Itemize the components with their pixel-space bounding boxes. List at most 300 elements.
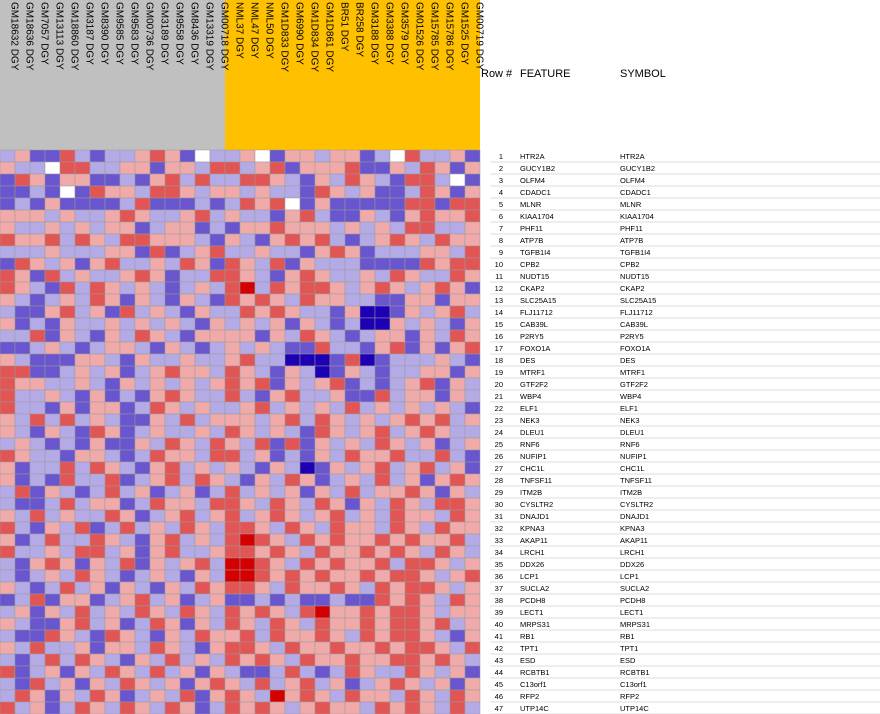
column-label: GM3388 DGY	[383, 2, 395, 65]
heatmap-cell	[345, 582, 360, 594]
heatmap-cell	[300, 690, 315, 702]
heatmap-cell	[330, 618, 345, 630]
heatmap-cell	[390, 342, 405, 354]
heatmap-cell	[330, 462, 345, 474]
heatmap-cell	[75, 594, 90, 606]
heatmap-cell	[330, 642, 345, 654]
row-number: 1	[498, 152, 503, 161]
heatmap-cell	[210, 366, 225, 378]
heatmap-cell	[0, 642, 15, 654]
heatmap-cell	[75, 486, 90, 498]
heatmap-cell	[195, 450, 210, 462]
heatmap-cell	[0, 258, 15, 270]
heatmap-cell	[150, 474, 165, 486]
heatmap-cell	[90, 498, 105, 510]
heatmap-cell	[420, 342, 435, 354]
heatmap-cell	[450, 534, 465, 546]
heatmap-cell	[120, 678, 135, 690]
heatmap-cell	[45, 558, 60, 570]
heatmap-cell	[420, 486, 435, 498]
row-symbol: LRCH1	[620, 548, 645, 557]
heatmap-cell	[0, 402, 15, 414]
column-label: GM7057 DGY	[38, 2, 50, 65]
heatmap-cell	[345, 162, 360, 174]
heatmap-cell	[150, 594, 165, 606]
heatmap-cell	[435, 390, 450, 402]
heatmap-cell	[210, 558, 225, 570]
heatmap-cell	[150, 498, 165, 510]
heatmap-cell	[330, 318, 345, 330]
heatmap-cell	[120, 438, 135, 450]
row-symbol: C13orf1	[620, 680, 647, 689]
heatmap-cell	[105, 690, 120, 702]
column-label: GM6990 DGY	[293, 2, 305, 65]
heatmap-cell	[345, 618, 360, 630]
heatmap-cell	[255, 330, 270, 342]
heatmap-cell	[435, 258, 450, 270]
column-label: GM8390 DGY	[98, 2, 110, 65]
heatmap-cell	[285, 498, 300, 510]
heatmap-cell	[240, 258, 255, 270]
heatmap-cell	[75, 546, 90, 558]
row-feature: SLC25A15	[520, 296, 557, 305]
heatmap-cell	[450, 582, 465, 594]
heatmap-cell	[75, 294, 90, 306]
row-feature: WBP4	[520, 392, 542, 401]
heatmap-cell	[120, 594, 135, 606]
heatmap-cell	[345, 678, 360, 690]
heatmap-cell	[15, 594, 30, 606]
row-number: 10	[494, 260, 503, 269]
heatmap-cell	[15, 606, 30, 618]
heatmap-cell	[60, 522, 75, 534]
heatmap-cell	[105, 318, 120, 330]
heatmap-cell	[225, 210, 240, 222]
heatmap-cell	[435, 402, 450, 414]
heatmap-cell	[195, 582, 210, 594]
heatmap-cell	[105, 558, 120, 570]
heatmap-cell	[330, 510, 345, 522]
heatmap-cell	[120, 642, 135, 654]
heatmap-cell	[390, 594, 405, 606]
heatmap-cell	[345, 654, 360, 666]
row-number: 26	[494, 452, 503, 461]
heatmap-cell	[30, 690, 45, 702]
heatmap-cell	[60, 438, 75, 450]
heatmap-cell	[405, 162, 420, 174]
column-label: GM8436 DGY	[188, 2, 200, 65]
heatmap-cell	[225, 306, 240, 318]
heatmap-cell	[120, 666, 135, 678]
heatmap-cell	[45, 522, 60, 534]
row-number: 27	[494, 464, 503, 473]
heatmap-cell	[330, 222, 345, 234]
heatmap-cell	[330, 522, 345, 534]
heatmap-cell	[435, 546, 450, 558]
heatmap-cell	[60, 510, 75, 522]
heatmap-cell	[435, 558, 450, 570]
heatmap-cell	[180, 618, 195, 630]
heatmap-cell	[180, 270, 195, 282]
heatmap-cell	[360, 402, 375, 414]
row-feature: RFP2	[520, 692, 540, 701]
heatmap-cell	[270, 366, 285, 378]
heatmap-cell	[300, 186, 315, 198]
heatmap-cell	[255, 390, 270, 402]
row-feature: RB1	[520, 632, 535, 641]
heatmap-cell	[210, 486, 225, 498]
heatmap-cell	[465, 594, 480, 606]
heatmap-cell	[45, 450, 60, 462]
heatmap-cell	[330, 438, 345, 450]
heatmap-cell	[390, 234, 405, 246]
heatmap-cell	[345, 330, 360, 342]
heatmap-cell	[75, 654, 90, 666]
heatmap-cell	[255, 150, 270, 162]
heatmap-cell	[135, 558, 150, 570]
heatmap-cell	[60, 702, 75, 714]
heatmap-cell	[225, 582, 240, 594]
heatmap-cell	[210, 390, 225, 402]
heatmap-cell	[105, 630, 120, 642]
heatmap-cell	[450, 186, 465, 198]
heatmap-cell	[210, 246, 225, 258]
heatmap-cell	[195, 234, 210, 246]
heatmap-cell	[0, 702, 15, 714]
heatmap-cell	[270, 210, 285, 222]
heatmap-cell	[165, 666, 180, 678]
heatmap-cell	[75, 342, 90, 354]
heatmap-cell	[405, 510, 420, 522]
heatmap-cell	[30, 702, 45, 714]
heatmap-cell	[240, 534, 255, 546]
heatmap-cell	[330, 474, 345, 486]
heatmap-cell	[225, 438, 240, 450]
heatmap-cell	[150, 270, 165, 282]
heatmap-cell	[0, 498, 15, 510]
heatmap-cell	[345, 246, 360, 258]
heatmap-cell	[195, 522, 210, 534]
heatmap-cell	[360, 258, 375, 270]
heatmap-cell	[165, 558, 180, 570]
heatmap-cell	[60, 198, 75, 210]
heatmap-cell	[465, 642, 480, 654]
heatmap-cell	[285, 582, 300, 594]
heatmap-cell	[300, 198, 315, 210]
heatmap-cell	[30, 618, 45, 630]
heatmap-cell	[210, 282, 225, 294]
heatmap-cell	[360, 546, 375, 558]
heatmap-cell	[450, 174, 465, 186]
heatmap-cell	[465, 366, 480, 378]
heatmap-cell	[315, 222, 330, 234]
heatmap-cell	[255, 414, 270, 426]
heatmap-cell	[405, 450, 420, 462]
heatmap-cell	[90, 414, 105, 426]
heatmap-cell	[255, 438, 270, 450]
heatmap-cell	[255, 498, 270, 510]
column-label: GM3579 DGY	[398, 2, 410, 65]
heatmap-cell	[0, 606, 15, 618]
heatmap-cell	[285, 306, 300, 318]
heatmap-cell	[195, 342, 210, 354]
heatmap-cell	[0, 234, 15, 246]
heatmap-cell	[270, 594, 285, 606]
heatmap-cell	[300, 282, 315, 294]
row-feature: DNAJD1	[520, 512, 550, 521]
heatmap-cell	[345, 354, 360, 366]
heatmap-cell	[465, 450, 480, 462]
heatmap-cell	[195, 558, 210, 570]
heatmap-cell	[120, 222, 135, 234]
heatmap-cell	[135, 678, 150, 690]
heatmap-cell	[150, 618, 165, 630]
heatmap-cell	[405, 426, 420, 438]
heatmap-cell	[30, 594, 45, 606]
heatmap-cell	[360, 558, 375, 570]
heatmap-cell	[450, 210, 465, 222]
column-label: GM13319 DGY	[203, 2, 215, 71]
heatmap-cell	[105, 330, 120, 342]
heatmap-cell	[450, 486, 465, 498]
heatmap-cell	[465, 462, 480, 474]
heatmap-cell	[210, 198, 225, 210]
heatmap-cell	[195, 438, 210, 450]
heatmap-cell	[90, 222, 105, 234]
heatmap-cell	[330, 666, 345, 678]
heatmap-cell	[465, 558, 480, 570]
column-label: GM00718 DGY	[218, 2, 230, 71]
heatmap-cell	[45, 222, 60, 234]
heatmap-cell	[315, 198, 330, 210]
heatmap-cell	[15, 618, 30, 630]
heatmap-cell	[15, 342, 30, 354]
heatmap-cell	[0, 450, 15, 462]
heatmap-cell	[0, 522, 15, 534]
heatmap-cell	[420, 390, 435, 402]
row-feature: UTP14C	[520, 704, 549, 713]
heatmap-cell	[270, 198, 285, 210]
heatmap-cell	[270, 402, 285, 414]
row-symbol: RB1	[620, 632, 635, 641]
heatmap-cell	[390, 642, 405, 654]
heatmap-cell	[330, 270, 345, 282]
heatmap-cell	[315, 606, 330, 618]
heatmap-cell	[270, 150, 285, 162]
heatmap-cell	[45, 390, 60, 402]
heatmap-cell	[345, 630, 360, 642]
column-label: NML47 DGY	[248, 2, 260, 59]
row-feature: FLJ11712	[520, 308, 553, 317]
heatmap-cell	[405, 210, 420, 222]
heatmap-cell	[390, 534, 405, 546]
heatmap-cell	[135, 174, 150, 186]
heatmap-cell	[330, 546, 345, 558]
heatmap-cell	[300, 450, 315, 462]
heatmap-cell	[435, 174, 450, 186]
heatmap-cell	[300, 426, 315, 438]
heatmap-cell	[165, 630, 180, 642]
heatmap-cell	[75, 198, 90, 210]
heatmap-cell	[45, 486, 60, 498]
heatmap-cell	[450, 294, 465, 306]
row-symbol: RCBTB1	[620, 668, 650, 677]
heatmap-cell	[0, 270, 15, 282]
heatmap-cell	[120, 198, 135, 210]
row-feature: DLEU1	[520, 428, 545, 437]
heatmap-cell	[105, 198, 120, 210]
heatmap-cell	[360, 654, 375, 666]
heatmap-cell	[75, 510, 90, 522]
heatmap-cell	[45, 678, 60, 690]
column-label: GM3188 DGY	[368, 2, 380, 65]
heatmap-cell	[45, 318, 60, 330]
heatmap-cell	[255, 234, 270, 246]
heatmap-cell	[270, 318, 285, 330]
heatmap-cell	[135, 390, 150, 402]
heatmap-cell	[420, 414, 435, 426]
heatmap-cell	[240, 234, 255, 246]
heatmap-cell	[285, 222, 300, 234]
row-number: 30	[494, 500, 503, 509]
heatmap-cell	[90, 210, 105, 222]
heatmap-cell	[105, 654, 120, 666]
heatmap-cell	[240, 282, 255, 294]
heatmap-cell	[270, 498, 285, 510]
heatmap-cell	[60, 246, 75, 258]
heatmap-cell	[435, 246, 450, 258]
heatmap-cell	[405, 438, 420, 450]
row-feature: SUCLA2	[520, 584, 550, 593]
heatmap-cell	[60, 294, 75, 306]
heatmap-cell	[390, 606, 405, 618]
heatmap-cell	[225, 702, 240, 714]
heatmap-cell	[405, 654, 420, 666]
heatmap-cell	[240, 618, 255, 630]
heatmap-cell	[225, 642, 240, 654]
heatmap-cell	[0, 210, 15, 222]
heatmap-cell	[165, 414, 180, 426]
heatmap-cell	[255, 570, 270, 582]
heatmap-cell	[300, 462, 315, 474]
heatmap-cell	[30, 438, 45, 450]
heatmap-cell	[390, 294, 405, 306]
heatmap-cell	[165, 366, 180, 378]
heatmap-cell	[435, 294, 450, 306]
heatmap-cell	[285, 690, 300, 702]
heatmap-cell	[465, 258, 480, 270]
heatmap-cell	[300, 390, 315, 402]
row-symbol: RNF6	[620, 440, 640, 449]
heatmap-cell	[195, 222, 210, 234]
heatmap-cell	[165, 462, 180, 474]
row-symbol: PHF11	[620, 224, 643, 233]
heatmap-cell	[60, 498, 75, 510]
heatmap-cell	[270, 630, 285, 642]
heatmap-cell	[390, 330, 405, 342]
heatmap-cell	[285, 414, 300, 426]
heatmap-cell	[15, 306, 30, 318]
heatmap-cell	[255, 618, 270, 630]
heatmap-cell	[150, 450, 165, 462]
heatmap-cell	[180, 594, 195, 606]
heatmap-cell	[435, 222, 450, 234]
heatmap-cell	[150, 414, 165, 426]
heatmap-cell	[225, 666, 240, 678]
heatmap-cell	[345, 570, 360, 582]
heatmap-cell	[300, 234, 315, 246]
heatmap-cell	[450, 282, 465, 294]
row-symbol: CAB39L	[620, 320, 648, 329]
heatmap-cell	[60, 450, 75, 462]
row-feature: P2RY5	[520, 332, 544, 341]
row-symbol: MLNR	[620, 200, 642, 209]
row-feature: PHF11	[520, 224, 543, 233]
heatmap-cell	[330, 534, 345, 546]
row-symbol: CPB2	[620, 260, 640, 269]
heatmap-cell	[465, 174, 480, 186]
heatmap-cell	[315, 366, 330, 378]
heatmap-cell	[465, 702, 480, 714]
heatmap-cell	[225, 522, 240, 534]
heatmap-cell	[300, 498, 315, 510]
heatmap-cell	[375, 690, 390, 702]
heatmap-cell	[360, 582, 375, 594]
heatmap-cell	[75, 234, 90, 246]
row-number: 40	[494, 620, 503, 629]
heatmap-cell	[165, 246, 180, 258]
heatmap-cell	[15, 702, 30, 714]
heatmap-cell	[45, 210, 60, 222]
heatmap-cell	[90, 174, 105, 186]
heatmap-cell	[285, 450, 300, 462]
heatmap-cell	[315, 258, 330, 270]
heatmap-cell	[120, 294, 135, 306]
heatmap-cell	[285, 474, 300, 486]
heatmap-cell	[405, 390, 420, 402]
heatmap-cell	[360, 306, 375, 318]
heatmap-cell	[345, 342, 360, 354]
heatmap-cell	[195, 690, 210, 702]
row-feature: LRCH1	[520, 548, 545, 557]
heatmap-cell	[90, 654, 105, 666]
heatmap-cell	[450, 510, 465, 522]
heatmap-cell	[30, 534, 45, 546]
heatmap-cell	[285, 522, 300, 534]
heatmap-cell	[30, 558, 45, 570]
heatmap-cell	[315, 522, 330, 534]
heatmap-cell	[90, 462, 105, 474]
heatmap-cell	[75, 426, 90, 438]
heatmap-cell	[390, 474, 405, 486]
heatmap-cell	[360, 642, 375, 654]
heatmap-cell	[225, 486, 240, 498]
heatmap-cell	[225, 474, 240, 486]
heatmap-cell	[450, 498, 465, 510]
heatmap-cell	[450, 462, 465, 474]
heatmap-cell	[315, 510, 330, 522]
row-symbol: RFP2	[620, 692, 640, 701]
heatmap-cell	[465, 294, 480, 306]
heatmap-cell	[300, 594, 315, 606]
heatmap-cell	[435, 162, 450, 174]
heatmap-cell	[210, 306, 225, 318]
heatmap-cell	[405, 270, 420, 282]
heatmap-cell	[225, 378, 240, 390]
heatmap-cell	[360, 342, 375, 354]
heatmap-cell	[285, 462, 300, 474]
heatmap-cell	[15, 522, 30, 534]
